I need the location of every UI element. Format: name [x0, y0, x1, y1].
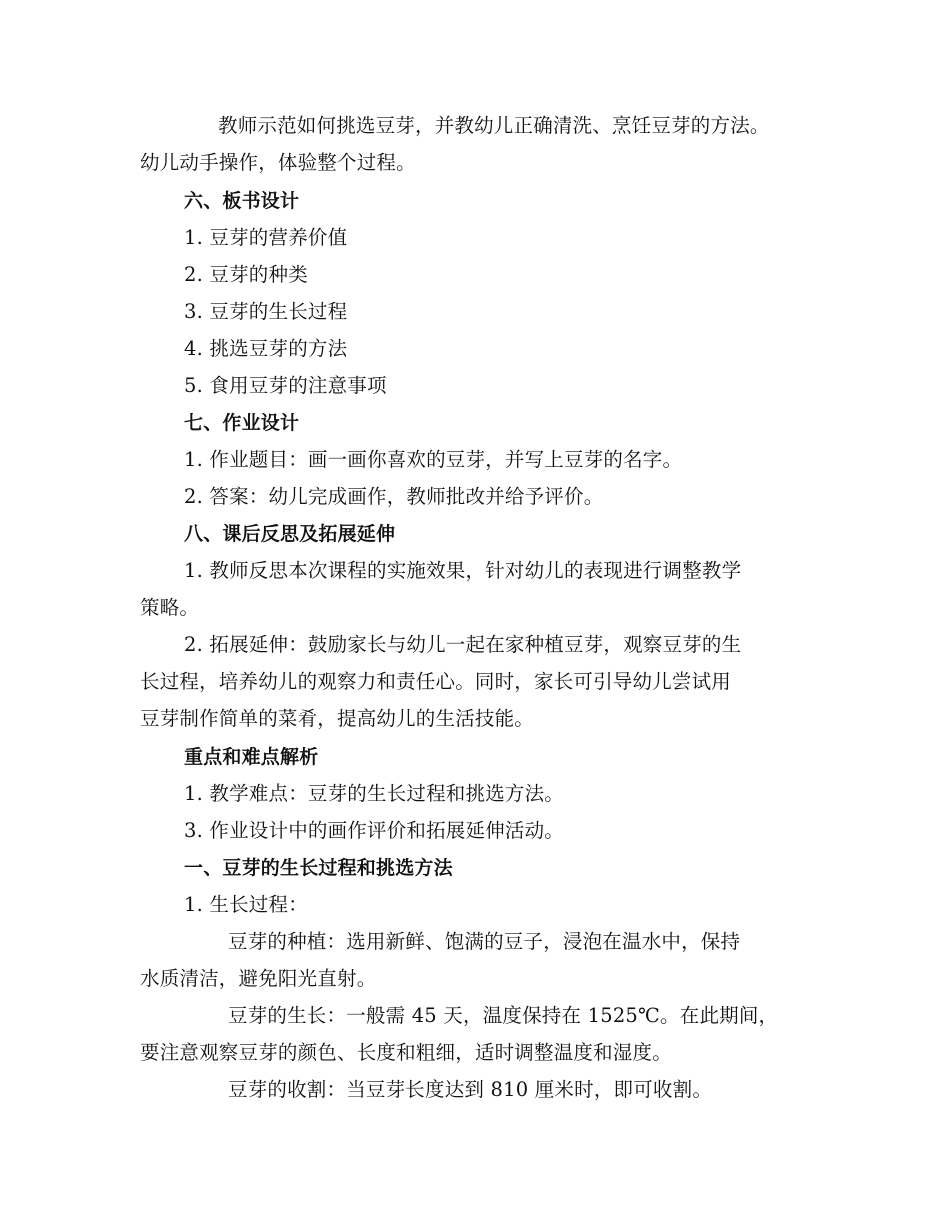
section-heading: 八、课后反思及拓展延伸 [184, 523, 396, 545]
list-item: 2. 豆芽的种类 [184, 263, 308, 286]
paragraph-line: 长过程，培养幼儿的观察力和责任心。同时，家长可引导幼儿尝试用 [140, 670, 732, 693]
paragraph-line: 豆芽的种植：选用新鲜、饱满的豆子，浸泡在温水中，保持 [228, 930, 741, 953]
paragraph-line: 豆芽制作简单的菜肴，提高幼儿的生活技能。 [140, 707, 535, 730]
list-item: 1. 教师反思本次课程的实施效果，针对幼儿的表现进行调整教学 [184, 559, 742, 582]
section-heading: 七、作业设计 [184, 412, 300, 434]
list-item: 5. 食用豆芽的注意事项 [184, 374, 387, 397]
list-item: 4. 挑选豆芽的方法 [184, 337, 348, 360]
list-item: 3. 豆芽的生长过程 [184, 300, 348, 323]
list-item: 1. 豆芽的营养价值 [184, 226, 348, 249]
section-heading: 一、豆芽的生长过程和挑选方法 [184, 857, 453, 879]
list-item: 2. 拓展延伸：鼓励家长与幼儿一起在家种植豆芽，观察豆芽的生 [184, 633, 742, 656]
paragraph-line: 教师示范如何挑选豆芽，并教幼儿正确清洗、烹饪豆芽的方法。 [218, 114, 770, 137]
paragraph-line: 水质清洁，避免阳光直射。 [140, 967, 377, 990]
section-heading: 六、板书设计 [184, 190, 300, 212]
list-item: 1. 教学难点：豆芽的生长过程和挑选方法。 [184, 782, 565, 805]
paragraph-line: 策略。 [140, 596, 200, 619]
paragraph-line: 豆芽的收割：当豆芽长度达到 810 厘米时，即可收割。 [228, 1078, 713, 1101]
list-item: 1. 生长过程： [184, 893, 308, 916]
paragraph-line: 幼儿动手操作，体验整个过程。 [140, 151, 416, 174]
section-heading: 重点和难点解析 [184, 746, 319, 768]
list-item: 2. 答案：幼儿完成画作，教师批改并给予评价。 [184, 485, 604, 508]
list-item: 3. 作业设计中的画作评价和拓展延伸活动。 [184, 819, 565, 842]
paragraph-line: 豆芽的生长：一般需 45 天，温度保持在 1525℃。在此期间， [228, 1004, 779, 1027]
paragraph-line: 要注意观察豆芽的颜色、长度和粗细，适时调整温度和湿度。 [140, 1041, 672, 1064]
list-item: 1. 作业题目：画一画你喜欢的豆芽，并写上豆芽的名字。 [184, 448, 683, 471]
